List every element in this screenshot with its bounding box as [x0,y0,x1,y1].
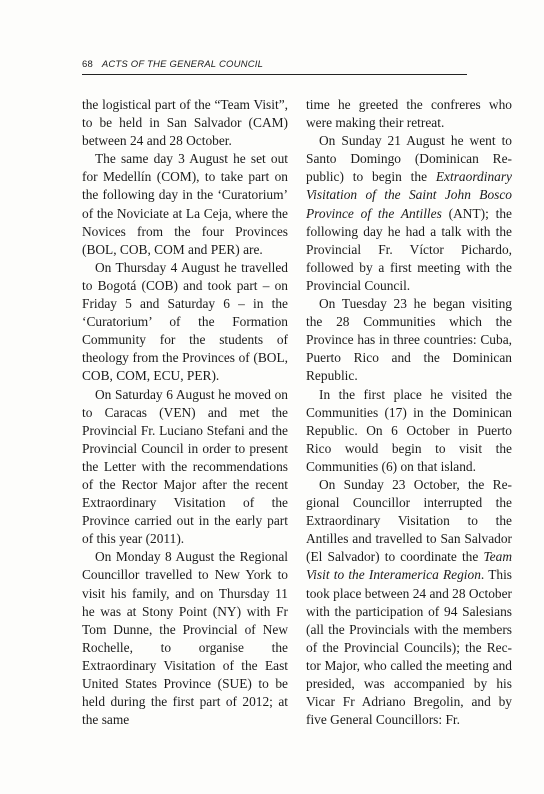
right-column [306,96,512,729]
paragraph: In the first place he visited the Communities (17) in the Dominican Republic. On 6 October in Puerto Rico would begin to visit the Communities (6) on that island. [306,386,512,474]
text-run: (ANT); the following day he had a talk with the Provincial Fr. Víctor Pichardo, followed by a first meeting with the Provincial Council. [306,205,512,293]
paragraph: On Tuesday 23 he began visiting the 28 Communities which the Province has in three countries: Cuba, Puerto Rico and the Dominican Republic. [306,296,512,384]
page-number: 68 [82,59,93,70]
paragraph: The same day 3 August he set out for Medellín (COM), to take part on the following day in the ‘Curatorium’ of the Noviciate at La Ceja, where the Novices from the four Provinces (BOL, COB, COM and PER) are. [82,151,288,257]
paragraph: On Monday 8 August the Regional Councillor travelled to New York to visit his family, and on Thursday 11 he was at Stony Point (NY) with Fr Tom Dunne, the Provincial of New Rochelle, to organise the Extraordinary Visitation of the East United States Province (SUE) to be held during the first part of 2012; at the same [82,549,288,728]
italic-title: Team Visit to the Interamerica Region [306,549,512,583]
paragraph: On Thursday 4 August he travelled to Bogotá (COB) and took part – on Friday 5 and Saturday 6 – in the ‘Curatorium’ of the Formation Community for the students of theology from the Provinces of (BOL, COB, COM, ECU, PER). [82,259,288,384]
paragraph: time he greeted the confreres who were making their retreat. [306,97,512,131]
paragraph: On Saturday 6 August he moved on to Caracas (VEN) and met the Provincial Fr. Luciano Stefani and the Provincial Council in order to present the Letter with the recommendations of the Rector Major after the recent Extraordinary Visitation of the Province carried out in the early part of this year (2011). [82,386,288,547]
text-run: . This took place between 24 and 28 October with the participation of 94 Salesians (all the Provincials with the members of the Provincial Councils); the Rector Major, who called the meeting and presided, was accompanied by his Vicar Fr Adriano Bregolin, and by five General Councillors: Fr. [306,567,513,728]
running-header [82,58,467,75]
left-column [82,96,288,729]
text-run: On Sunday 21 August he went to Santo Domingo (Dominican Republic) to begin the [306,133,512,185]
running-title: ACTS OF THE GENERAL COUNCIL [101,59,264,70]
italic-title: Extraordinary Visitation of the Saint John Bosco Province of the Antilles [306,169,512,221]
paragraph [306,476,512,729]
text-run: On Sunday 23 October, the Regional Councillor interrupted the Extraordinary Visitation to the Antilles and travelled to San Salvador (El Salvador) to coordinate the [306,476,512,565]
paragraph [306,132,512,295]
paragraph: the logistical part of the “Team Visit”, to be held in San Salvador (CAM) between 24 and 28 October. [82,97,288,149]
